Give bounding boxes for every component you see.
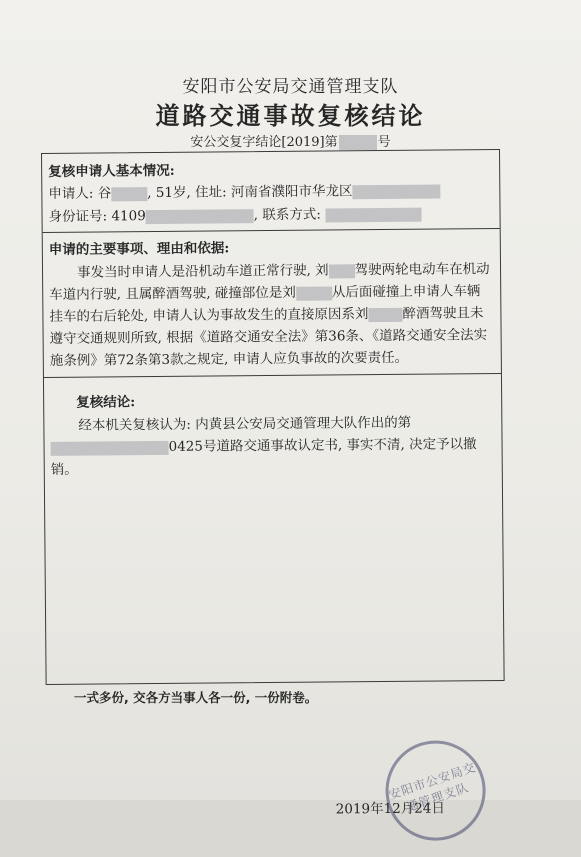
document-number-prefix: 安公交复字结论[2019]第: [190, 135, 338, 150]
name-label: 申请人:: [48, 185, 94, 202]
document-number-suffix: 号: [377, 135, 391, 150]
applicant-section: [42, 150, 500, 233]
redacted-contact: [325, 207, 421, 222]
id-value: 4109: [111, 208, 146, 225]
redacted-name: [111, 187, 147, 201]
request-section: [43, 228, 501, 378]
name-value: 谷: [97, 185, 112, 202]
signature-date: 2019年12月24日: [335, 800, 446, 818]
redacted-party: [296, 286, 332, 300]
conclusion-paragraph: 经本机关复核认为: 内黄县公安局交通管理大队作出的第0425号道路交通事故认定书, 事实不清, 决定予以撤销。: [50, 414, 477, 478]
redacted-number: [339, 135, 377, 150]
request-paragraph: 事发当时申请人是沿机动车道正常行驶, 刘 驾驶两轮电动车在机动车道内行驶, 且属醉酒驾驶, 碰撞部位是刘 从后面碰撞上申请人车辆挂车的右后轮处, 申请人认为事故发生的直接原因系刘 醉酒驾驶且未遵守交通规则所致, 根据《道路交通安全法》第36条、《道路交通安全法实施条例》第72条第3款之规定, 申请人应负事故的次要责任。: [49, 261, 490, 369]
contact-label: , 联系方式:: [253, 206, 321, 224]
agency-name: 安阳市公安局交通管理支队: [182, 77, 399, 97]
address-value: 河南省濮阳市华龙区: [230, 183, 353, 201]
conclusion-heading: 复核结论:: [76, 394, 136, 411]
applicant-id-line: [48, 202, 421, 225]
request-heading: 申请的主要事项、理由和依据:: [48, 240, 230, 258]
copies-note: 一式多份, 交各方当事人各一份, 一份附卷。: [74, 690, 318, 705]
redacted-party: [329, 264, 355, 278]
redacted-case-number: [51, 440, 169, 455]
age-value: , 51岁,: [147, 184, 191, 202]
redacted-party: [368, 307, 402, 321]
applicant-heading: 复核申请人基本情况:: [48, 162, 175, 180]
official-seal: [372, 727, 499, 854]
document-title: 道路交通事故复核结论: [155, 101, 426, 130]
id-label: 身份证号:: [48, 208, 108, 225]
seal-text: 安阳市公安局交通管理支队: [387, 760, 478, 815]
redacted-id: [146, 209, 254, 224]
document-number: [0, 131, 581, 150]
applicant-name-line: [48, 179, 440, 202]
redacted-address: [352, 184, 440, 199]
address-label: 住址:: [195, 184, 227, 201]
